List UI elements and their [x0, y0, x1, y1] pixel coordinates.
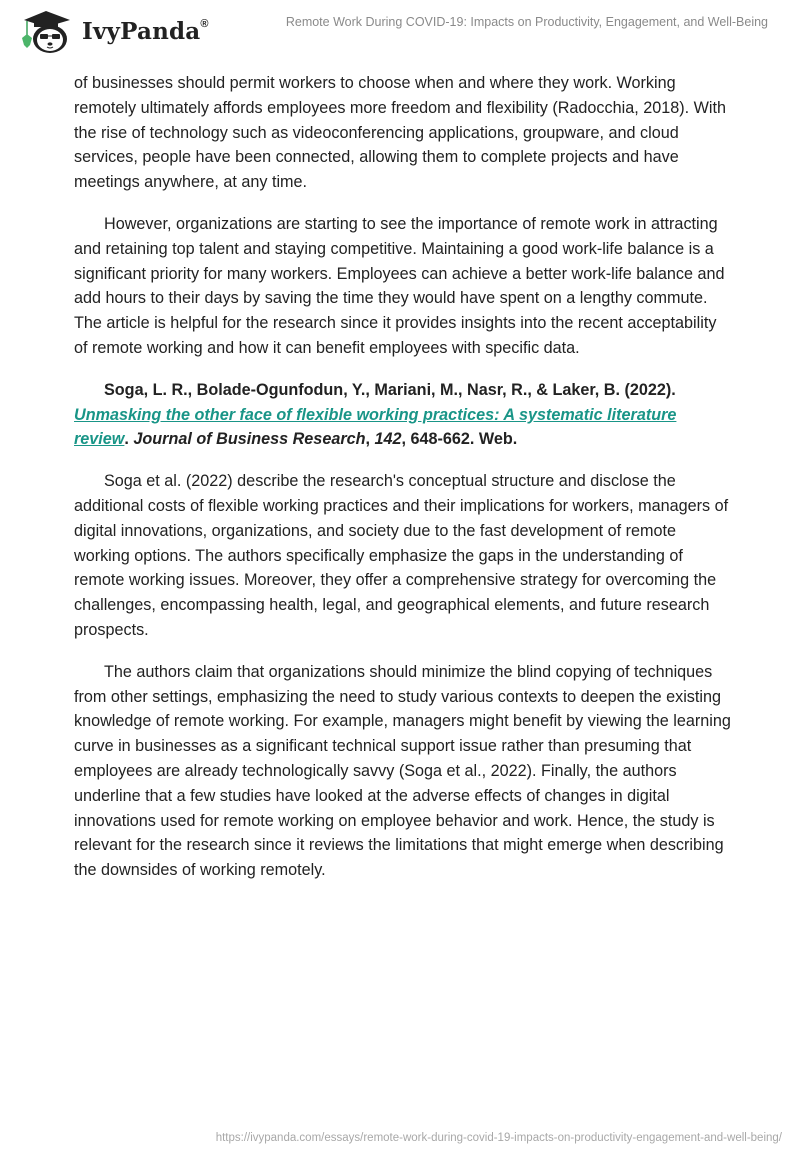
panda-graduate-icon	[18, 8, 74, 54]
reference-authors: Soga, L. R., Bolade-Ogunfodun, Y., Mariani, M., Nasr, R., & Laker, B. (2022).	[104, 380, 676, 399]
essay-body	[74, 71, 734, 900]
paragraph: However, organizations are starting to see the importance of remote work in attracting and retaining top talent and staying competitive. Maintaining a good work-life balance is a significant priority for many workers. Employees can achieve a better work-life balance and add hours to their days by saving the time they would have spent on a lengthy commute. The article is helpful for the research since it provides insights into the recent acceptability of remote working and how it can benefit employees with specific data.	[74, 214, 725, 357]
reference-journal: Journal of Business Research	[133, 430, 366, 449]
document-title: Remote Work During COVID-19: Impacts on Productivity, Engagement, and Well-Being	[285, 15, 768, 29]
reference-volume: 142	[374, 430, 402, 449]
ivypanda-logo[interactable]	[18, 8, 209, 54]
page-header	[0, 0, 800, 60]
paragraph: Soga et al. (2022) describe the research's conceptual structure and disclose the additional costs of flexible working practices and their implications for workers, managers of digital innovations, organizations, and society due to the fast development of remote working options. The authors specifically emphasize the gaps in the understanding of remote working issues. Moreover, they offer a comprehensive strategy for overcoming the challenges, encompassing health, legal, and geographical elements, and future research prospects.	[74, 472, 729, 639]
paragraph: The authors claim that organizations should minimize the blind copying of techniques from other settings, emphasizing the need to study various contexts to deepen the existing knowledge of remote working. For example, managers might benefit by viewing the learning curve in businesses as a significant technical support issue rather than presuming that employees are already technologically savvy (Soga et al., 2022). Finally, the authors underline that a few studies have looked at the adverse effects of changes in digital innovations used for remote working on employee behavior and work. Hence, the study is relevant for the research since it reviews the limitations that might emerge when describing the downsides of working remotely.	[74, 662, 731, 880]
reference-entry: Soga, L. R., Bolade-Ogunfodun, Y., Mariani, M., Nasr, R., & Laker, B. (2022). Unmasking the other face of flexible working practices: A systematic literature review. Journal of Business Research, 142, 648-662. Web.	[74, 380, 677, 449]
paragraph: of businesses should permit workers to choose when and where they work. Working remotely ultimately affords employees more freedom and flexibility (Radocchia, 2018). With the rise of technology such as videoconferencing applications, groupware, and cloud services, people have been connected, allowing them to complete projects and have meetings anywhere, at any time.	[74, 74, 726, 192]
footer-url[interactable]: https://ivypanda.com/essays/remote-work-during-covid-19-impacts-on-productivity-engagement-and-well-being/	[215, 1132, 782, 1144]
reference-title-link[interactable]: Unmasking the other face of flexible working practices: A systematic literature review	[74, 405, 677, 449]
reference-pages: , 648-662. Web.	[401, 430, 518, 449]
logo-text: IvyPanda®	[82, 17, 209, 45]
